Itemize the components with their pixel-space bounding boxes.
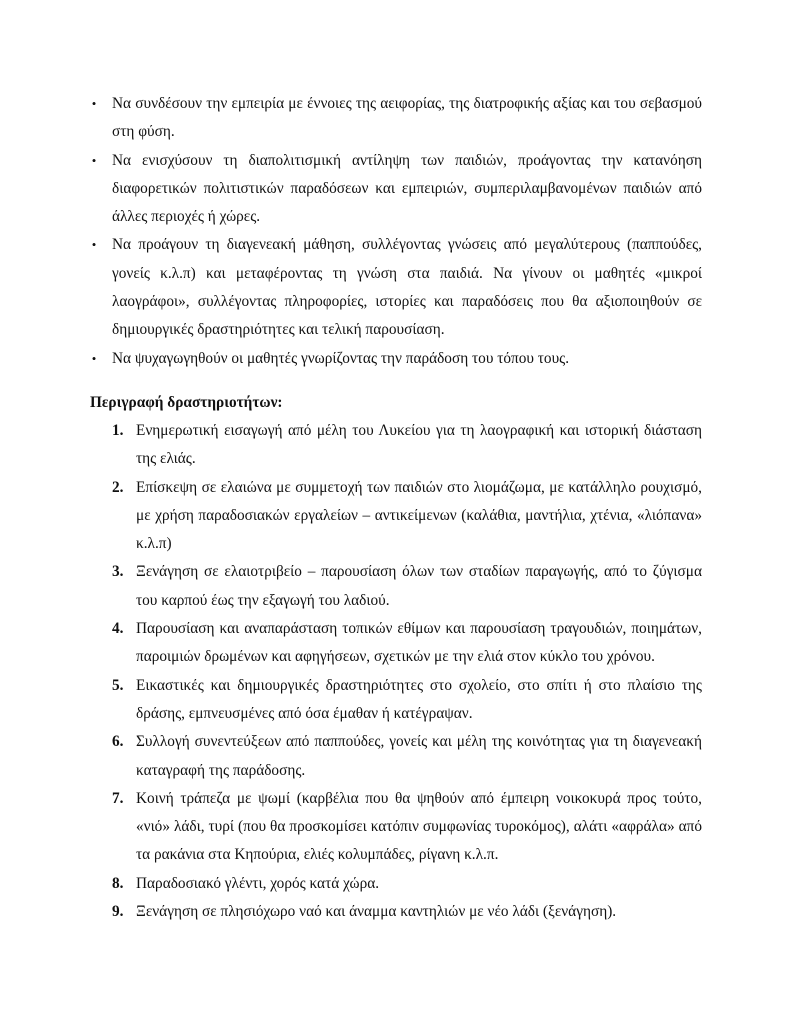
activity-item (0, 417, 791, 474)
objective-text: Να ενισχύσουν τη διαπολιτισμική αντίληψη των παιδιών, προάγοντας την κατανόηση διαφορετικών πολιτιστικών παραδόσεων και εμπειριών, συμπεριλαμβανομένων παιδιών από άλλες περιοχές ή χώρες. (112, 151, 702, 226)
activity-number: 2. (112, 478, 124, 496)
activity-item (0, 870, 791, 898)
activity-text: Επίσκεψη σε ελαιώνα με συμμετοχή των παιδιών στο λιομάζωμα, με κατάλληλο ρουχισμό, με χρήση παραδοσιακών εργαλείων – αντικείμενων (καλάθια, μαντήλια, χτένια, «λιόπανα» κ.λ.π) (136, 478, 702, 553)
activity-number: 3. (112, 563, 124, 581)
activity-text: Εικαστικές και δημιουργικές δραστηριότητες στο σχολείο, στο σπίτι ή στο πλαίσιο της δράσης, εμπνευσμένες από όσα έμαθαν ή κατέγραψαν. (136, 676, 702, 722)
activity-number: 5. (112, 676, 124, 694)
activity-number: 8. (112, 874, 124, 892)
bullet-icon: • (91, 237, 97, 253)
activity-item (0, 728, 791, 785)
activity-number: 9. (112, 903, 124, 921)
objective-text: Να συνδέσουν την εμπειρία με έννοιες της αειφορίας, της διατροφικής αξίας και του σεβασμού στη φύση. (112, 95, 702, 141)
section-heading: Περιγραφή δραστηριοτήτων: (90, 394, 283, 411)
activity-item (0, 898, 791, 926)
activity-text: Συλλογή συνεντεύξεων από παππούδες, γονείς και μέλη της κοινότητας για τη διαγενεακή καταγραφή της παράδοσης. (136, 733, 702, 779)
activities-list (0, 417, 791, 926)
bullet-icon: • (91, 96, 97, 111)
objective-item (0, 345, 791, 373)
bullet-icon: • (91, 350, 97, 366)
objective-item (0, 90, 791, 147)
activity-item (0, 474, 791, 559)
objective-text: Να ψυχαγωγηθούν οι μαθητές γνωρίζοντας την παράδοση του τόπου τους. (112, 349, 570, 367)
activity-text: Παρουσίαση και αναπαράσταση τοπικών εθίμων και παρουσίαση τραγουδιών, ποιημάτων, παροιμιών δρωμένων και αφηγήσεων, σχετικών με την ελιά στον κύκλο του χρόνου. (136, 620, 702, 666)
activity-text: Κοινή τράπεζα με ψωμί (καρβέλια που θα ψηθούν από έμπειρη νοικοκυρά προς τούτο, «νιό» λάδι, τυρί (που θα προσκομίσει κατόπιν συμφωνίας τυροκόμος), αλάτι «αφράλα» από τα ρακάνια στα Κηπούρια, ελιές κολυμπάδες, ρίγανη κ.λ.π. (136, 789, 702, 864)
activity-item (0, 672, 791, 729)
objective-item (0, 231, 791, 344)
activity-text: Ενημερωτική εισαγωγή από μέλη του Λυκείου για τη λαογραφική και ιστορική διάσταση της ελιάς. (136, 422, 702, 468)
activity-item (0, 785, 791, 870)
bullet-icon: • (91, 152, 97, 168)
activity-number: 6. (112, 733, 124, 751)
activity-number: 4. (112, 620, 124, 638)
activity-text: Ξενάγηση σε ελαιοτριβείο – παρουσίαση όλων των σταδίων παραγωγής, από το ζύγισμα του καρπού έως την εξαγωγή του λαδιού. (136, 563, 702, 609)
objective-text: Να προάγουν τη διαγενεακή μάθηση, συλλέγοντας γνώσεις από μεγαλύτερους (παππούδες, γονείς κ.λ.π) και μεταφέροντας τη γνώση στα παιδιά. Να γίνουν οι μαθητές «μικροί λαογράφοι», συλλέγοντας πληροφορίες, ιστορίες και παραδόσεις που θα αξιοποιηθούν σε δημιουργικές δραστηριότητες και τελική παρουσίαση. (112, 236, 702, 339)
activity-item (0, 615, 791, 672)
objectives-list (0, 90, 791, 373)
objective-item (0, 147, 791, 232)
activity-text: Παραδοσιακό γλέντι, χορός κατά χώρα. (136, 874, 380, 892)
activity-number: 1. (112, 422, 124, 439)
activity-item (0, 558, 791, 615)
activity-text: Ξενάγηση σε πλησιόχωρο ναό και άναμμα καντηλιών με νέο λάδι (ξενάγηση). (136, 903, 617, 921)
activity-number: 7. (112, 789, 124, 807)
